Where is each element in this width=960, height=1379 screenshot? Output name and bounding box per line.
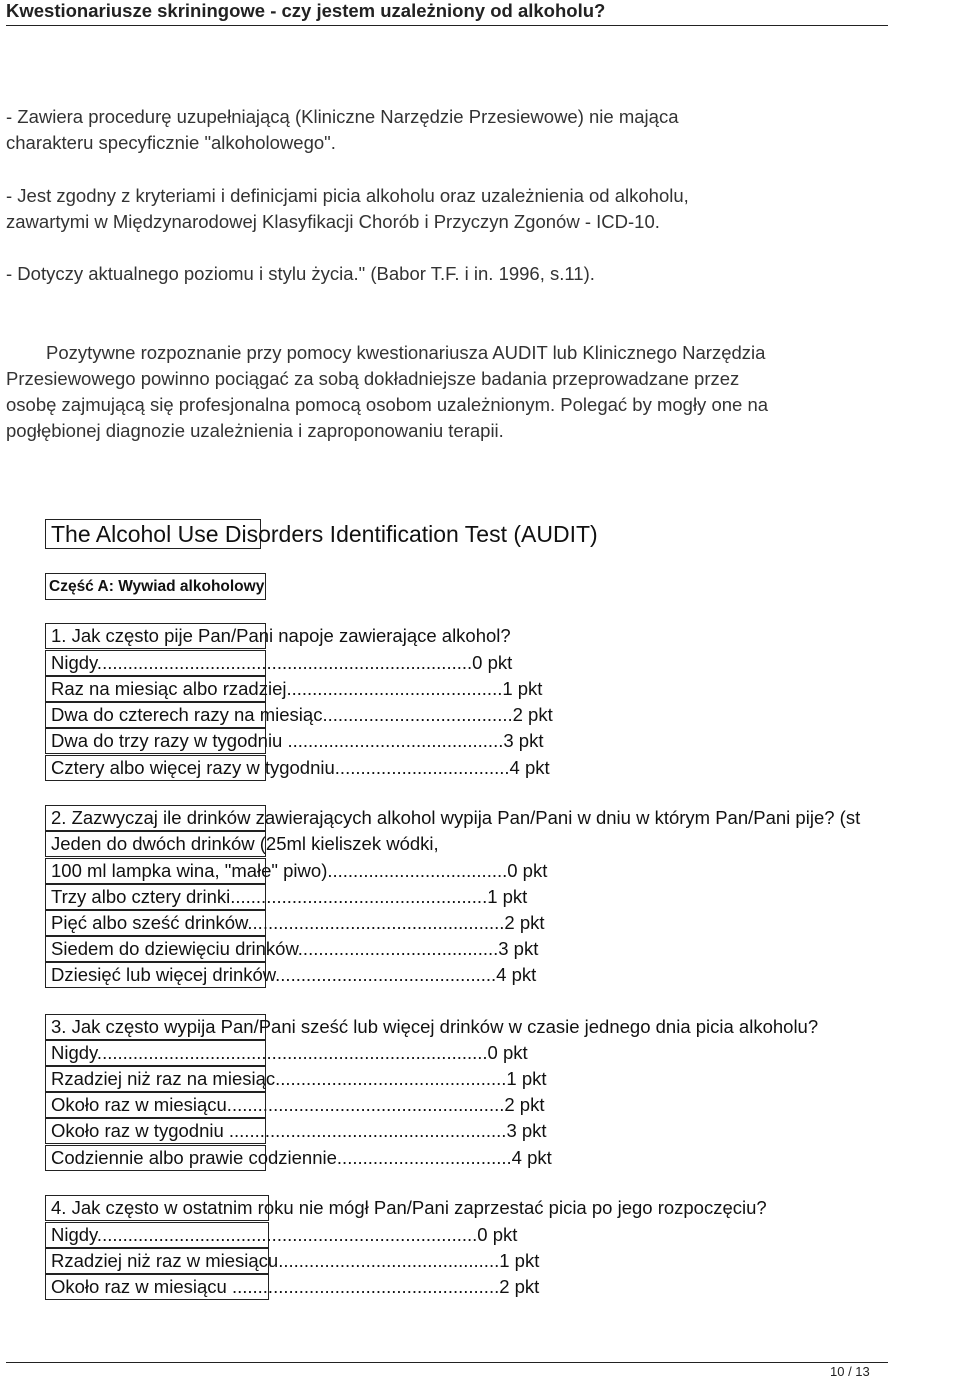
q3-question: 3. Jak często wypija Pan/Pani sześć lub więcej drinków w czasie jednego dnia picia alkoholu? (51, 1016, 819, 1037)
q3-answer-4: Około raz w tygodniu ......................................................3 pkt (51, 1120, 547, 1141)
bullet-1-line-1: - Zawiera procedurę uzupełniającą (Kliniczne Narzędzie Przesiewowe) nie mająca (6, 106, 679, 127)
paragraph-line-1: Pozytywne rozpoznanie przy pomocy kwestionariusza AUDIT lub Klinicznego Narzędzia (46, 342, 766, 363)
q4-answer-1: Nigdy..........................................................................0 pkt (51, 1224, 518, 1245)
footer-divider (6, 1362, 888, 1363)
q1-answer-2: Raz na miesiąc albo rzadziej..........................................1 pkt (51, 678, 543, 699)
body-paragraph (6, 340, 768, 444)
q2-answer-4: Pięć albo sześć drinków..................................................2 pkt (51, 912, 545, 933)
bullet-1-line-2: charakteru specyficznie "alkoholowego". (6, 132, 336, 153)
q3-answer-5: Codziennie albo prawie codziennie..................................4 pkt (51, 1147, 552, 1168)
q1-answer-4: Dwa do trzy razy w tygodniu ..........................................3 pkt (51, 730, 544, 751)
bullet-2-line-1: - Jest zgodny z kryteriami i definicjami picia alkoholu oraz uzależnienia od alkoholu, (6, 185, 689, 206)
bullet-3-line-1: - Dotyczy aktualnego poziomu i stylu życia." (Babor T.F. i in. 1996, s.11). (6, 263, 595, 284)
q2-answer-3: Trzy albo cztery drinki..................................................1 pkt (51, 886, 528, 907)
part-a-heading: Część A: Wywiad alkoholowy (49, 578, 265, 595)
q3-answer-2: Rzadziej niż raz na miesiąc.............................................1 pkt (51, 1068, 547, 1089)
q4-answer-3: Około raz w miesiącu ....................................................2 pkt (51, 1276, 540, 1297)
q2-answer-6: Dziesięć lub więcej drinków...........................................4 pkt (51, 964, 537, 985)
bullet-2 (6, 183, 689, 235)
q2-question: 2. Zazwyczaj ile drinków zawierających alkohol wypija Pan/Pani w dniu w którym Pan/Pani pije? (st (51, 807, 861, 828)
document-title: Kwestionariusze skriningowe - czy jestem uzależniony od alkoholu? (6, 0, 606, 21)
page-number: 10 / 13 (830, 1364, 870, 1379)
paragraph-line-2: Przesiewowego powinno pociągać za sobą dokładniejsze badania przeprowadzane przez (6, 368, 740, 389)
q2-answer-2: 100 ml lampka wina, "małe" piwo)...................................0 pkt (51, 860, 548, 881)
q1-answer-5: Cztery albo więcej razy w tygodniu..................................4 pkt (51, 757, 550, 778)
q3-answer-1: Nigdy............................................................................0 pkt (51, 1042, 528, 1063)
header-divider (6, 25, 888, 26)
q4-question: 4. Jak często w ostatnim roku nie mógł Pan/Pani zaprzestać picia po jego rozpoczęciu? (51, 1197, 767, 1218)
q2-answer-5: Siedem do dziewięciu drinków.......................................3 pkt (51, 938, 539, 959)
paragraph-line-3: osobę zajmującą się profesjonalna pomocą osobom uzależnionym. Polegać by mogły one na (6, 394, 769, 415)
paragraph-line-4: pogłębionej diagnozie uzależnienia i zaproponowaniu terapii. (6, 420, 504, 441)
q1-answer-3: Dwa do czterech razy na miesiąc.....................................2 pkt (51, 704, 553, 725)
audit-title: The Alcohol Use Disorders Identification Test (AUDIT) (51, 521, 598, 547)
bullet-2-line-2: zawartymi w Międzynarodowej Klasyfikacji Chorób i Przyczyn Zgonów - ICD-10. (6, 211, 660, 232)
page-header (6, 0, 888, 22)
bullet-1 (6, 104, 678, 156)
q2-answer-1: Jeden do dwóch drinków (25ml kieliszek wódki, (51, 833, 439, 854)
q4-answer-2: Rzadziej niż raz w miesiącu...........................................1 pkt (51, 1250, 540, 1271)
q3-answer-3: Około raz w miesiącu......................................................2 pkt (51, 1094, 545, 1115)
q1-answer-1: Nigdy.........................................................................0 pkt (51, 652, 513, 673)
bullet-3 (6, 261, 595, 287)
q1-question: 1. Jak często pije Pan/Pani napoje zawierające alkohol? (51, 625, 511, 646)
